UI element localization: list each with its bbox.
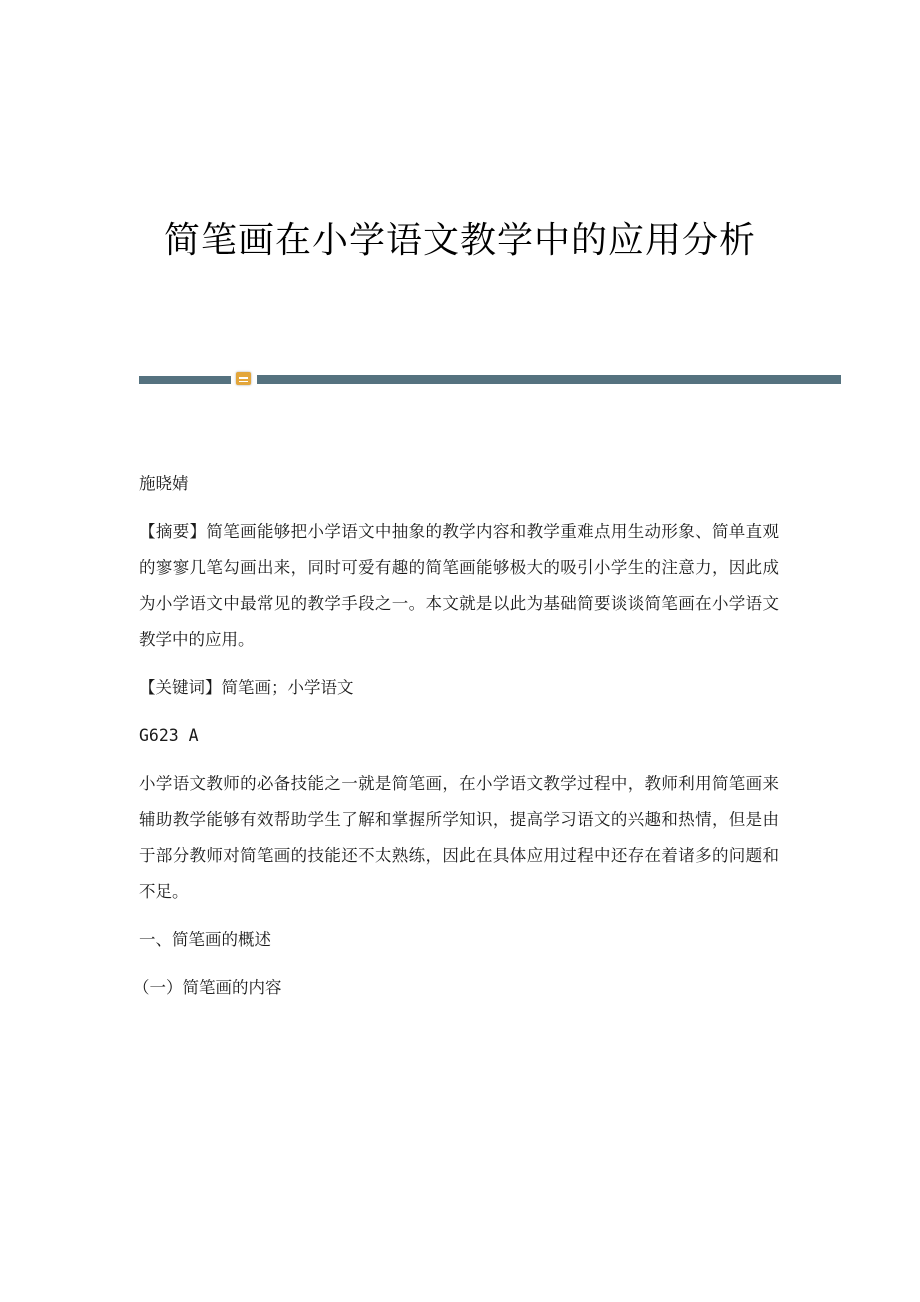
abstract-paragraph: 【摘要】简笔画能够把小学语文中抽象的教学内容和教学重难点用生动形象、简单直观的寥寥几笔勾画出来，同时可爱有趣的简笔画能够极大的吸引小学生的注意力，因此成为小学语文中最常见的教学手段之一。本文就是以此为基础简要谈谈简笔画在小学语文教学中的应用。: [139, 522, 779, 649]
author-name: 施晓婧: [139, 474, 189, 493]
document-emblem-icon: [236, 372, 251, 385]
divider-bar-right: [257, 375, 841, 384]
document-body: [133, 466, 779, 1018]
divider-bar-left: [139, 376, 231, 384]
document-title: 简笔画在小学语文教学中的应用分析: [163, 220, 756, 261]
section-heading: 一、简笔画的概述: [139, 930, 271, 949]
intro-paragraph: 小学语文教师的必备技能之一就是简笔画，在小学语文教学过程中，教师利用简笔画来辅助教学能够有效帮助学生了解和掌握所学知识，提高学习语文的兴趣和热情，但是由于部分教师对简笔画的技能还不太熟练，因此在具体应用过程中还存在着诸多的问题和不足。: [139, 774, 779, 901]
subsection-heading: （一）简笔画的内容: [133, 978, 282, 997]
keywords-line: 【关键词】简笔画；小学语文: [139, 678, 354, 697]
title-divider: [139, 371, 841, 387]
classification-code: G623 A: [139, 726, 199, 745]
